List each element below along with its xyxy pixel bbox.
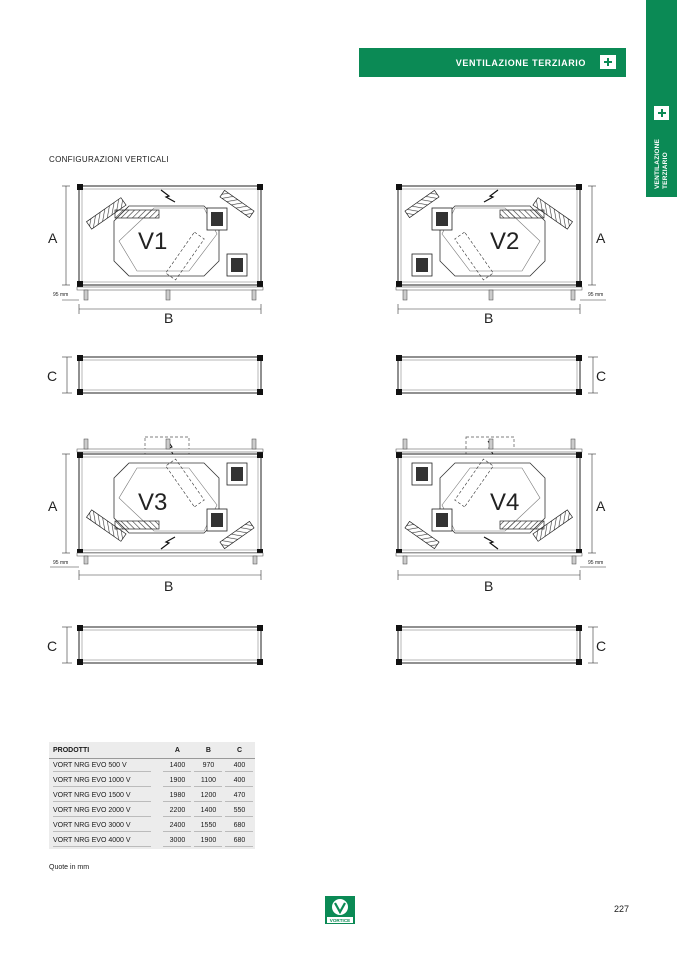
dimension-offset: 95 mm <box>53 560 69 566</box>
cell: VORT NRG EVO 500 V <box>53 762 151 772</box>
cell: 970 <box>194 762 222 772</box>
dimension-c: C <box>47 638 58 654</box>
table-row <box>49 759 255 775</box>
config-v2-plan <box>396 355 606 395</box>
cell: 1100 <box>194 777 222 787</box>
cell: 1980 <box>163 792 191 802</box>
dimension-c: C <box>596 368 607 384</box>
cell: 1900 <box>163 777 191 787</box>
cell: 1400 <box>163 762 191 772</box>
table-row <box>49 804 255 819</box>
config-v3-plan <box>47 625 263 665</box>
cell: VORT NRG EVO 1500 V <box>53 792 151 802</box>
config-v4-plan <box>396 625 606 665</box>
col-header: C <box>224 742 255 759</box>
dimension-a: A <box>48 498 58 514</box>
units-note: Quote in mm <box>49 864 90 871</box>
cell: VORT NRG EVO 2000 V <box>53 807 151 817</box>
cell: VORT NRG EVO 1000 V <box>53 777 151 787</box>
config-label: V3 <box>138 489 168 516</box>
dimension-c: C <box>47 368 58 384</box>
side-tab-label: VENTILAZIONE TERZIARIO <box>654 138 669 189</box>
section-title: CONFIGURAZIONI VERTICALI <box>49 155 169 164</box>
config-v1-front <box>48 184 263 326</box>
config-v4-front <box>396 437 606 594</box>
dimensions-table <box>49 742 255 849</box>
cell: 680 <box>225 822 253 832</box>
dimension-a: A <box>48 230 58 246</box>
dimension-c: C <box>596 638 607 654</box>
cell: 1550 <box>194 822 222 832</box>
config-v3-front <box>48 437 263 594</box>
table-row <box>49 789 255 804</box>
dimension-b: B <box>164 310 174 326</box>
cell: 2200 <box>163 807 191 817</box>
logo-text: VORTICE <box>329 918 351 923</box>
page-number: 227 <box>614 904 630 914</box>
table-row <box>49 774 255 789</box>
config-v1-plan <box>47 355 263 395</box>
col-header: A <box>162 742 193 759</box>
table-row <box>49 819 255 834</box>
dimension-offset: 95 mm <box>53 292 69 298</box>
cell: 400 <box>225 777 253 787</box>
dimension-b: B <box>164 578 174 594</box>
vortice-logo <box>325 896 355 924</box>
cell: 550 <box>225 807 253 817</box>
cell: 2400 <box>163 822 191 832</box>
cell: VORT NRG EVO 4000 V <box>53 837 151 847</box>
dimension-b: B <box>484 578 494 594</box>
cell: VORT NRG EVO 3000 V <box>53 822 151 832</box>
dimension-offset: 95 mm <box>588 292 604 298</box>
dimension-offset: 95 mm <box>588 560 604 566</box>
config-label: V2 <box>490 228 520 255</box>
cell: 1400 <box>194 807 222 817</box>
col-header: PRODOTTI <box>49 742 162 759</box>
table-header-row <box>49 742 255 759</box>
config-label: V1 <box>138 228 168 255</box>
col-header: B <box>193 742 224 759</box>
dimension-a: A <box>596 230 606 246</box>
banner-title: VENTILAZIONE TERZIARIO <box>455 57 586 68</box>
dimension-a: A <box>596 498 606 514</box>
dimension-b: B <box>484 310 494 326</box>
cell: 1200 <box>194 792 222 802</box>
cell: 1900 <box>194 837 222 847</box>
config-label: V4 <box>490 489 520 516</box>
config-v2-front <box>396 184 606 326</box>
cell: 400 <box>225 762 253 772</box>
cell: 3000 <box>163 837 191 847</box>
cell: 470 <box>225 792 253 802</box>
cell: 680 <box>225 837 253 847</box>
table-row <box>49 834 255 849</box>
